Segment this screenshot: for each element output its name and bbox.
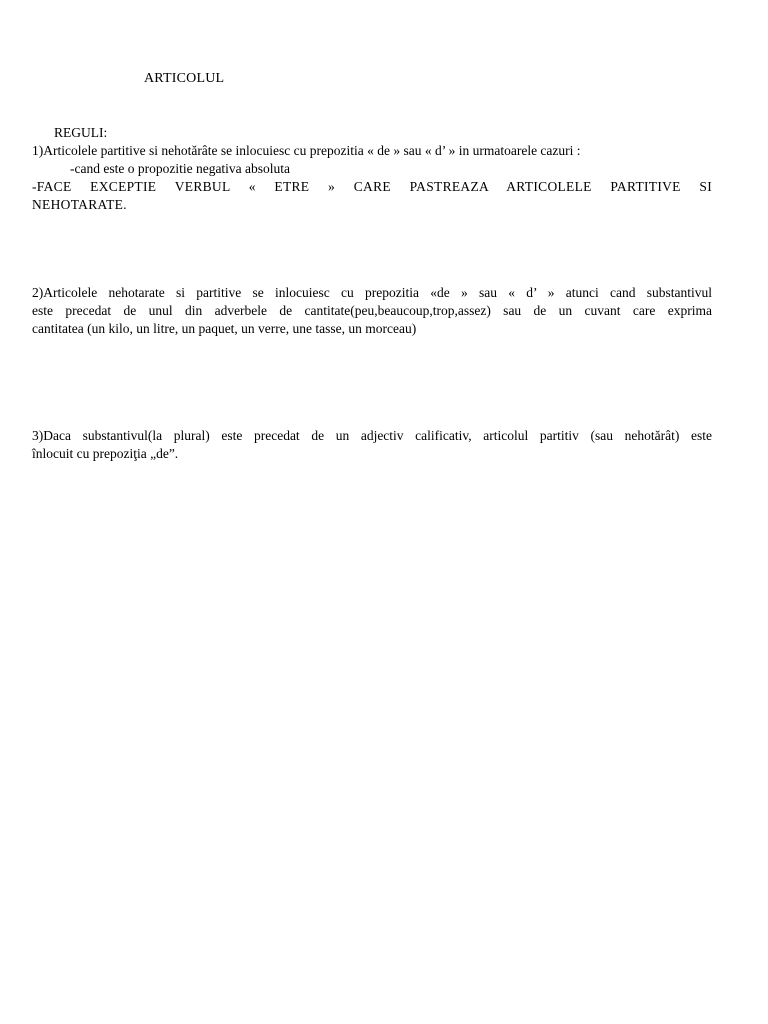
rule-1-exception-line-1: -FACE EXCEPTIE VERBUL « ETRE » CARE PASTREAZA ARTICOLELE PARTITIVE SI xyxy=(32,179,712,194)
document-title: ARTICOLUL xyxy=(144,71,225,86)
rule-2-line-3: cantitatea (un kilo, un litre, un paquet, un verre, une tasse, un morceau) xyxy=(32,321,417,336)
rule-1-case-negative: -cand este o propozitie negativa absoluta xyxy=(70,161,291,176)
rule-3-line-2: înlocuit cu prepoziţia „de”. xyxy=(32,446,179,461)
rule-2-line-1: 2)Articolele nehotarate si partitive se inlocuiesc cu prepozitia «de » sau « d’ » atunci cand substantivul xyxy=(32,285,712,300)
rule-1-exception-line-2: NEHOTARATE. xyxy=(32,197,127,212)
rule-1-text: 1)Articolele partitive si nehotărâte se inlocuiesc cu prepozitia « de » sau « d’ » in urmatoarele cazuri : xyxy=(32,143,581,158)
rules-heading: REGULI: xyxy=(54,125,108,140)
rule-3-line-1: 3)Daca substantivul(la plural) este precedat de un adjectiv calificativ, articolul partitiv (sau nehotărât) este xyxy=(32,428,712,443)
rule-2-line-2: este precedat de unul din adverbele de cantitate(peu,beaucoup,trop,assez) sau de un cuvant care exprima xyxy=(32,303,712,318)
